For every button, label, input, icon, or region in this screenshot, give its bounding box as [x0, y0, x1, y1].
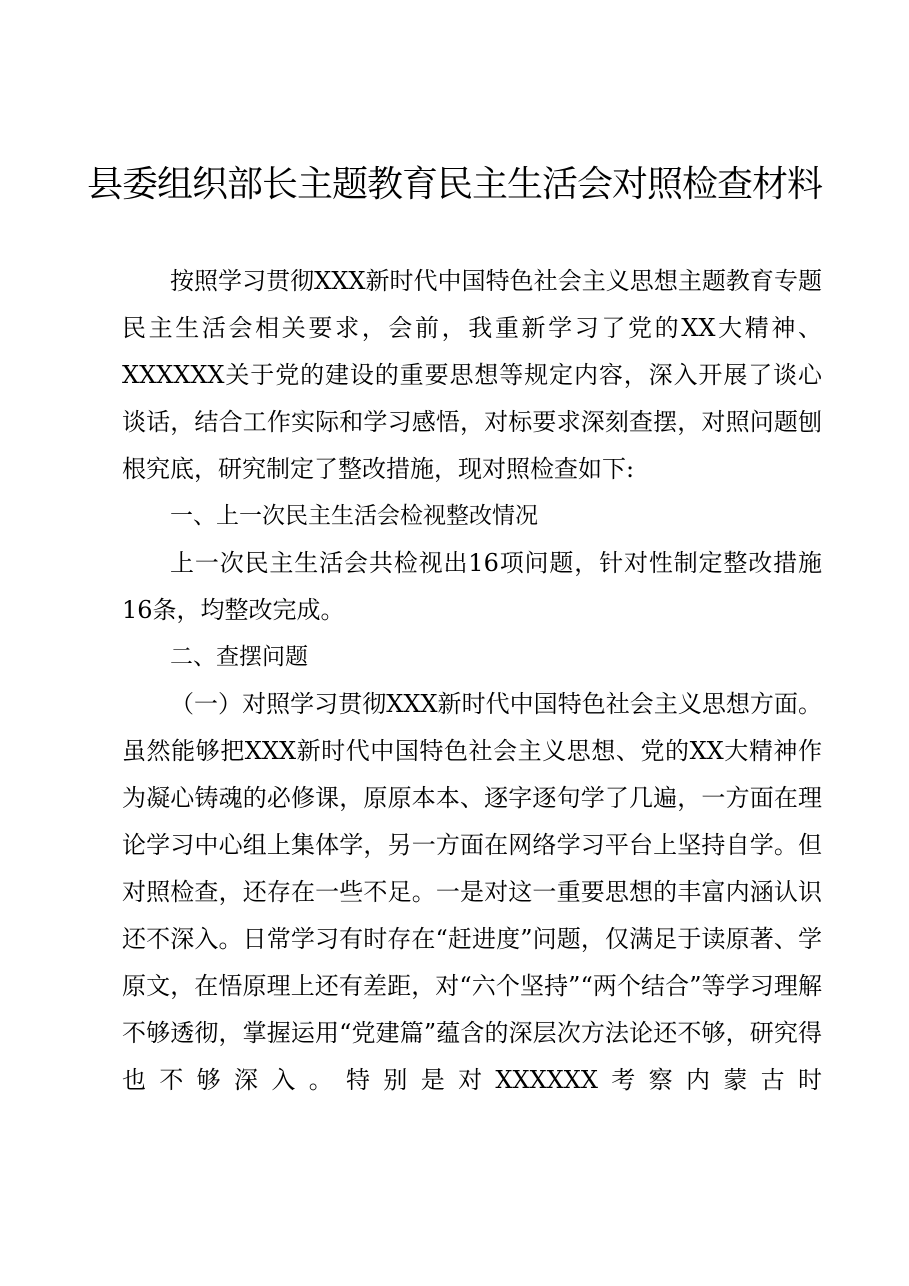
- section-heading-2: 二、查摆问题: [170, 644, 308, 670]
- section-heading-1: 一、上一次民主生活会检视整改情况: [170, 503, 538, 529]
- intro-paragraph: 按照学习贯彻XXX新时代中国特色社会主义思想主题教育专题民主生活会相关要求，会前，我重新学习了党的XX大精神、XXXXXX关于党的建设的重要思想等规定内容，深入开展了谈心谈话，结合工作实际和学习感悟，对标要求深刻查摆，对照问题刨根究底，研究制定了整改措施，现对照检查如下:: [122, 267, 822, 483]
- section-2-item-1-paragraph: （一）对照学习贯彻XXX新时代中国特色社会主义思想方面。虽然能够把XXX新时代中国特色社会主义思想、党的XX大精神作为凝心铸魂的必修课，原原本本、逐字逐句学了几遍，一方面在理论学习中心组上集体学，另一方面在网络学习平台上坚持自学。但对照检查，还存在一些不足。一是对这一重要思想的丰富内涵认识还不深入。日常学习有时存在“赶进度”问题，仅满足于读原著、学原文，在悟原理上还有差距，对“六个坚持”“两个结合”等学习理解不够透彻，掌握运用“党建篇”蕴含的深层次方法论还不够，研究得也不够深入。特别是对XXXXXX考察内蒙古时: [122, 690, 822, 1094]
- document-body: [122, 258, 822, 1104]
- section-1-paragraph: 上一次民主生活会共检视出16项问题，针对性制定整改措施16条，均整改完成。: [122, 549, 822, 624]
- document-title: 县委组织部长主题教育民主生活会对照检查材料: [86, 164, 822, 205]
